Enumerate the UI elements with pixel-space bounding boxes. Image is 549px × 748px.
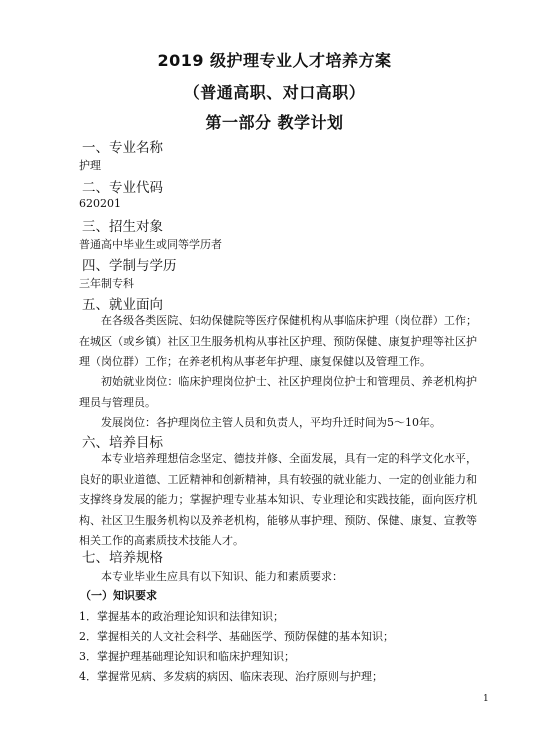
employment-paragraph: 在各级各类医院、妇幼保健院等医疗保健机构从事临床护理（岗位群）工作；在城区（或乡镇）社区卫生服务机构从事社区护理、预防保健、康复护理等社区护理（岗位群）工作；在养老机构从事老年护理、康复保健以及管理工作。 [79, 314, 477, 368]
major-name-value: 护理 [79, 159, 101, 172]
knowledge-item: 3．掌握护理基础理论知识和临床护理知识； [79, 650, 295, 663]
section-heading-major-name: 一、专业名称 [82, 140, 163, 156]
development-positions-paragraph: 发展岗位：各护理岗位主管人员和负责人，平均升迁时间为5～10年。 [101, 416, 441, 429]
knowledge-item: 1．掌握基本的政治理论知识和法律知识； [79, 610, 284, 623]
section-heading-specifications: 七、培养规格 [82, 550, 163, 566]
part-title: 第一部分 教学计划 [205, 113, 344, 132]
section-heading-objectives: 六、培养目标 [82, 435, 163, 451]
page-number: 1 [483, 694, 489, 704]
section-heading-major-code: 二、专业代码 [82, 180, 163, 196]
section-heading-duration: 四、学制与学历 [82, 258, 177, 274]
duration-value: 三年制专科 [79, 277, 134, 290]
objectives-paragraph: 本专业培养理想信念坚定、德技并修、全面发展，具有一定的科学文化水平，良好的职业道德、工匠精神和创新精神，具有较强的就业能力、一定的创业能力和支撑终身发展的能力；掌握护理专业基本知识、专业理论和实践技能，面向医疗机构、社区卫生服务机构以及养老机构，能够从事护理、预防、保健、康复、宣教等相关工作的高素质技术技能人才。 [79, 452, 477, 547]
knowledge-item: 2．掌握相关的人文社会科学、基础医学、预防保健的基本知识； [79, 630, 394, 643]
initial-positions-paragraph: 初始就业岗位：临床护理岗位护士、社区护理岗位护士和管理员、养老机构护理员与管理员。 [79, 375, 477, 409]
enrollment-value: 普通高中毕业生或同等学历者 [79, 238, 222, 251]
document-title: 2019 级护理专业人才培养方案 [157, 51, 392, 70]
document-subtitle: （普通高职、对口高职） [183, 83, 366, 102]
specifications-intro: 本专业毕业生应具有以下知识、能力和素质要求： [101, 570, 343, 583]
knowledge-requirements-heading: （一）知识要求 [80, 589, 157, 602]
major-code-value: 620201 [79, 197, 121, 210]
section-heading-employment: 五、就业面向 [82, 297, 163, 313]
section-heading-enrollment: 三、招生对象 [82, 219, 163, 235]
knowledge-item: 4．掌握常见病、多发病的病因、临床表现、治疗原则与护理； [79, 670, 383, 683]
